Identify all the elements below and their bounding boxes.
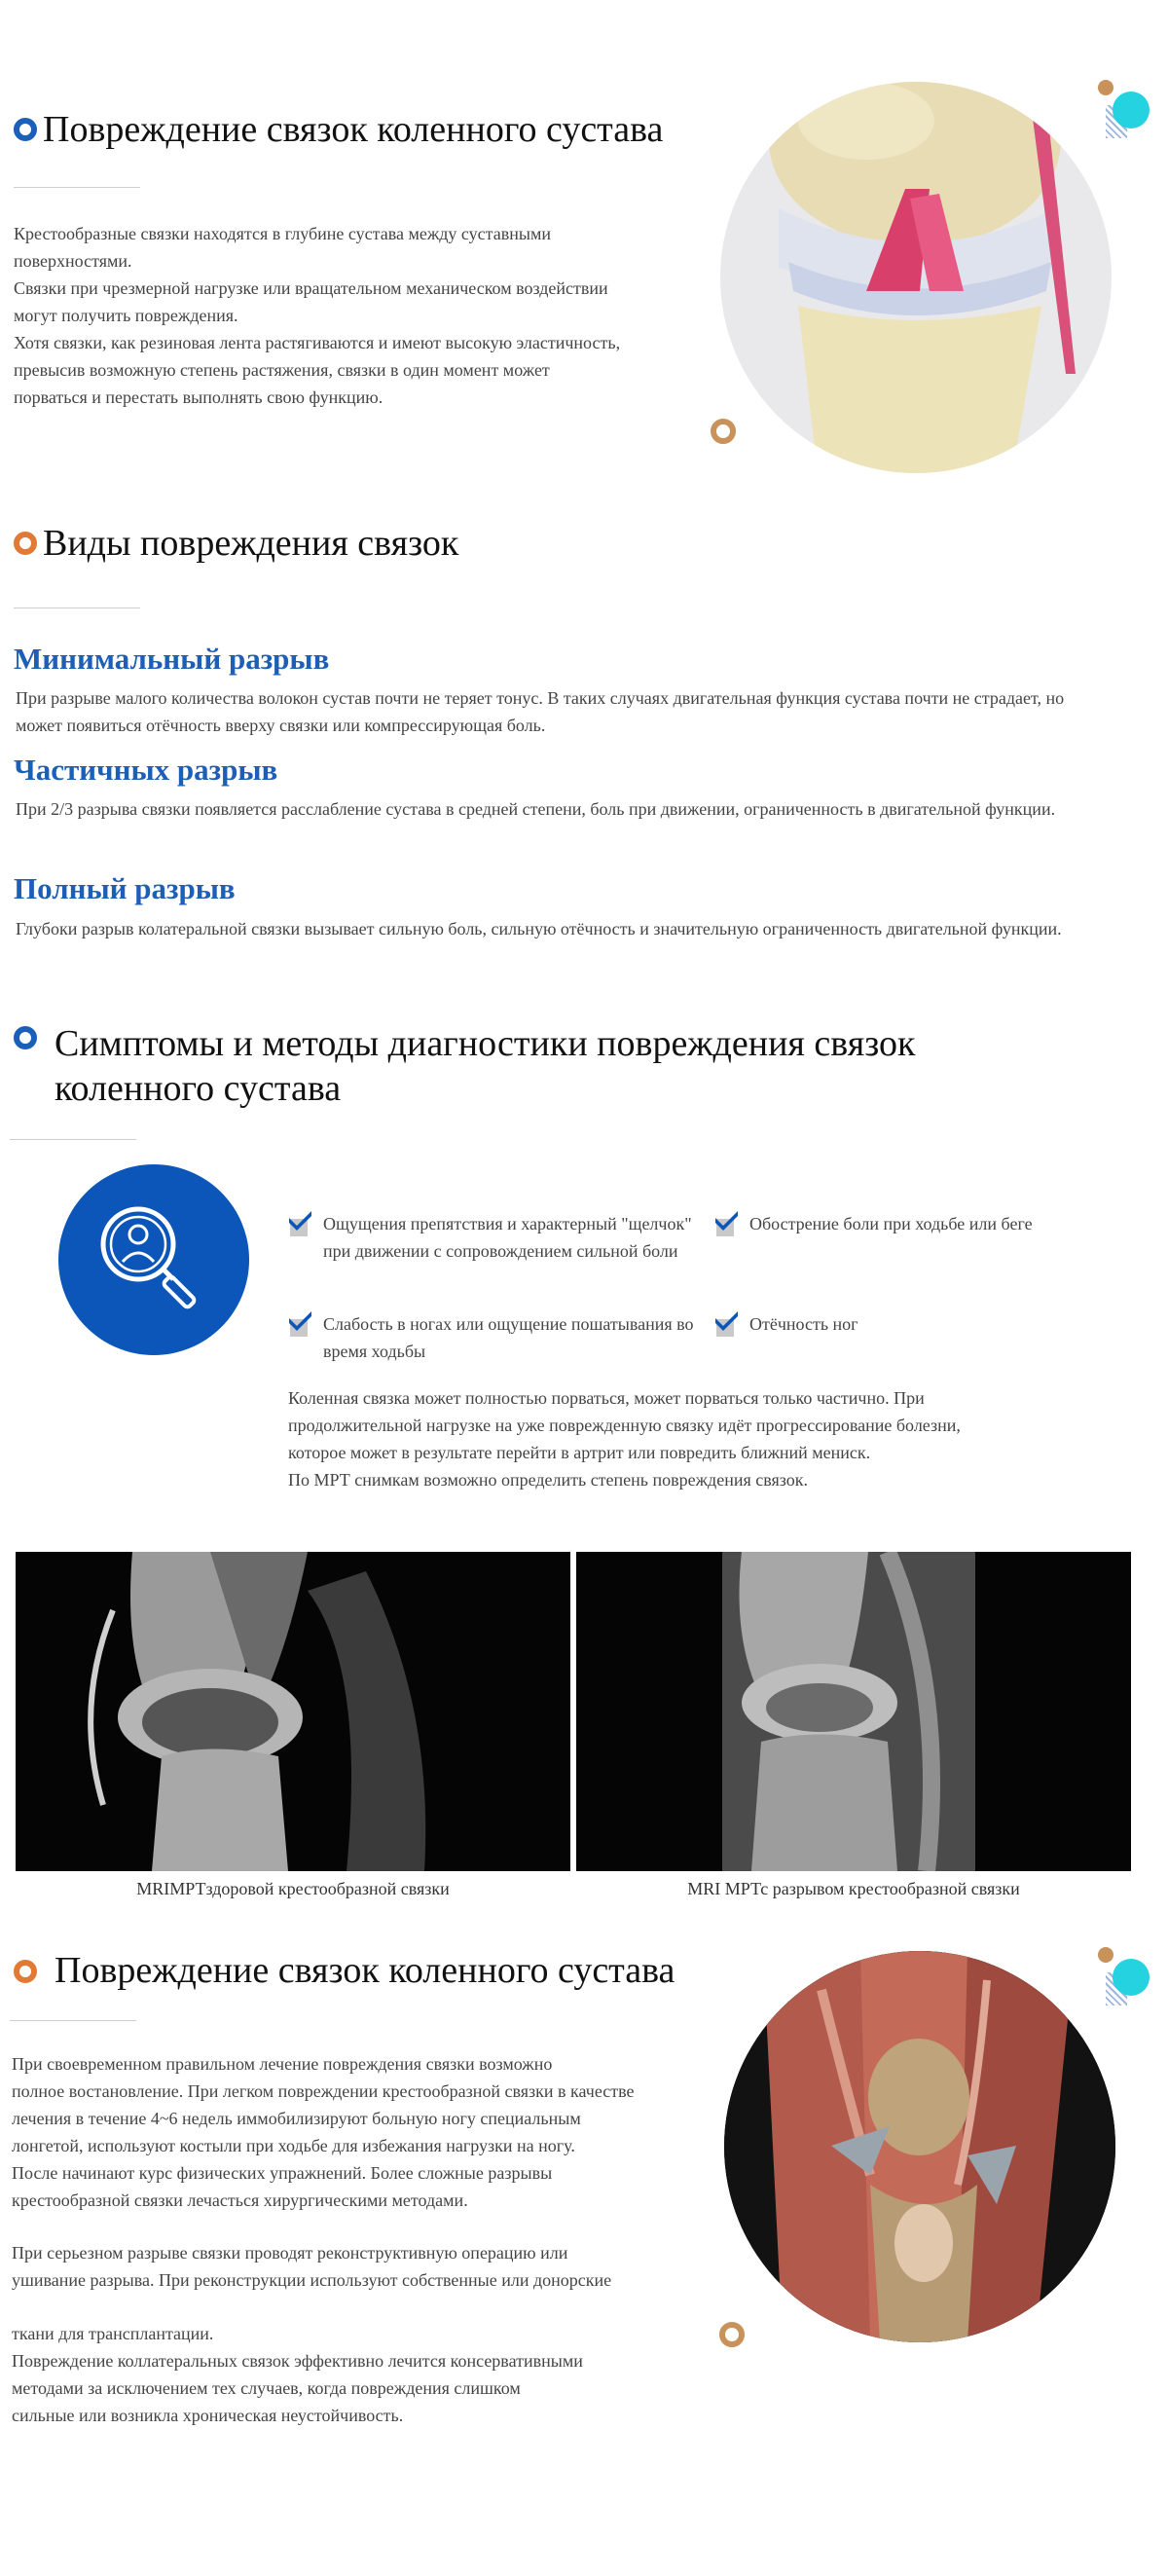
type-title: Частичных разрыв <box>14 753 278 787</box>
deco-dot-cyan <box>1113 1959 1150 1996</box>
section-text: Коленная связка может полностью порваться, может порваться только частично. При продолжительной нагрузке на уже поврежденную связку идёт прогрессирование болезни, которое может в результате перейти в артрит или повредить ближний мениск. По МРТ снимкам возможно определить степень повреждения связок. <box>288 1388 961 1490</box>
type-title: Минимальный разрыв <box>14 642 330 676</box>
section-bullet-icon <box>14 532 37 555</box>
section-text: Крестообразные связки находятся в глубине сустава между суставными поверхностями. Связки при чрезмерной нагрузке или вращательном механическом воздействии могут получить повреждения. Хотя связки, как резиновая лента растягиваются и имеют высокую эластичность, превысив возможную степень растяжения, связки в один момент может порваться и перестать выполнять свою функцию. <box>14 224 621 407</box>
symptom-text: Слабость в ногах или ощущение пошатывания во время ходьбы <box>323 1314 694 1361</box>
section-bullet-icon <box>14 1960 37 1983</box>
title-divider <box>10 2020 136 2021</box>
check-icon <box>288 1210 310 1237</box>
section-bullet-icon <box>14 1026 37 1049</box>
title-divider <box>14 607 140 608</box>
symptom-item <box>714 1210 1143 1237</box>
mri-image <box>576 1552 1131 1871</box>
section-title-line2: коленного сустава <box>55 1068 342 1109</box>
deco-ring <box>719 2322 745 2347</box>
deco-ring <box>711 419 736 444</box>
symptom-item <box>714 1310 1143 1338</box>
mri-image <box>16 1552 570 1871</box>
knee-illustration-image <box>720 82 1112 473</box>
check-icon <box>714 1210 736 1237</box>
symptom-text: Ощущения препятствия и характерный "щелчок" при движении с сопровождением сильной боли <box>323 1214 692 1261</box>
knee-muscle-illustration-image <box>724 1951 1115 2342</box>
section-text: ткани для трансплантации. Повреждение коллатеральных связок эффективно лечится консервативными методами за исключением тех случаев, когда повреждения слишком сильные или возникла хроническая неустойчивость. <box>12 2324 583 2425</box>
deco-dot <box>1098 1947 1113 1963</box>
section-title: Виды повреждения связок <box>43 523 459 564</box>
section-title: Повреждение связок коленного сустава <box>43 109 664 150</box>
type-title: Полный разрыв <box>14 871 236 905</box>
section-title-line1: Симптомы и методы диагностики повреждения связок <box>55 1023 916 1064</box>
deco-dot-cyan <box>1113 92 1150 129</box>
type-description: При 2/3 разрыва связки появляется расслабление сустава в средней степени, боль при движении, ограниченность в двигательной функции. <box>16 799 1056 819</box>
symptom-text: Отёчность ног <box>749 1314 858 1334</box>
mri-caption: MRIМРТздоровой крестообразной связки <box>136 1879 450 1898</box>
type-description: При разрыве малого количества волокон сустав почти не теряет тонус. В таких случаях двигательная функция сустава почти не страдает, но может появиться отёчность вверху связки или компрессирующая боль. <box>16 688 1065 735</box>
symptom-item <box>288 1310 697 1365</box>
title-divider <box>10 1139 136 1140</box>
check-icon <box>288 1310 310 1338</box>
section-title: Повреждение связок коленного сустава <box>55 1950 675 1991</box>
section-text: При своевременном правильном лечение повреждения связки возможно полное востановление. При легком повреждении крестообразной связки в качестве лечения в течение 4~6 недель иммобилизируют больную ногу специальным лонгетой, используют костыли при ходьбе для избежания нагрузки на ногу. После начинают курс физических упражнений. Более сложные разрывы крестообразной связки лечасться хирургическими методами. <box>12 2054 635 2210</box>
section-bullet-icon <box>14 118 37 141</box>
symptom-item <box>288 1210 697 1265</box>
section-text: При серьезном разрыве связки проводят реконструктивную операцию или ушивание разрыва. При реконструкции используют собственные или донорские <box>12 2243 612 2290</box>
mri-caption: MRI МРТс разрывом крестообразной связки <box>687 1879 1020 1898</box>
title-divider <box>14 187 140 188</box>
check-icon <box>714 1310 736 1338</box>
magnifier-person-icon <box>58 1164 249 1355</box>
type-description: Глубоки разрыв колатеральной связки вызывает сильную боль, сильную отёчность и значительную ограниченность двигательной функции. <box>16 919 1062 938</box>
symptom-text: Обострение боли при ходьбе или беге <box>749 1214 1033 1233</box>
deco-dot <box>1098 80 1113 95</box>
